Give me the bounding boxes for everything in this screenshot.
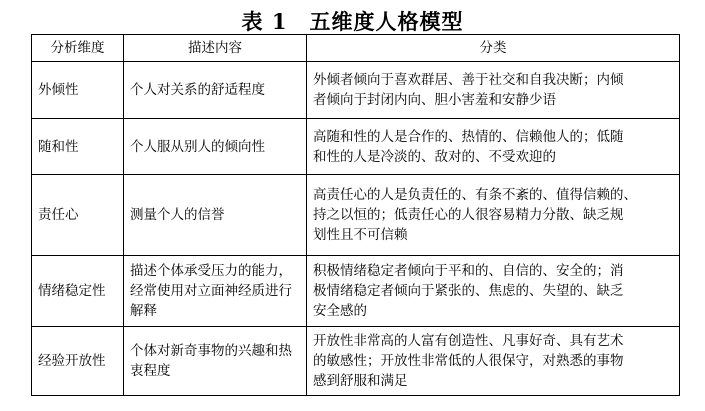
classification-cell	[307, 256, 680, 327]
table-row	[32, 119, 680, 175]
classification-line: 开放性非常高的人富有创造性、凡事好奇、具有艺术	[313, 333, 624, 349]
classification-line: 高责任心的人是负责任的、有条不紊的、值得信赖的、	[313, 187, 637, 203]
header-dimension: 分析维度	[32, 35, 124, 62]
header-row	[32, 35, 680, 62]
classification-line: 外倾者倾向于喜欢群居、善于社交和自我决断；内倾	[313, 72, 624, 88]
classification-line: 感到舒服和满足	[313, 373, 408, 389]
table-row	[32, 327, 680, 396]
table-title-text: 五维度人格模型	[309, 9, 464, 34]
description-cell: 测量个人的信誉	[124, 175, 307, 256]
header-description: 描述内容	[124, 35, 307, 62]
classification-line: 积极情绪稳定者倾向于平和的、自信的、安全的；消	[313, 263, 624, 279]
personality-model-table	[31, 34, 680, 396]
dimension-cell: 经验开放性	[32, 327, 124, 396]
classification-line: 划性且不可信赖	[313, 227, 408, 243]
table-row	[32, 256, 680, 327]
classification-line: 的敏感性；开放性非常低的人很保守，对熟悉的事物	[313, 353, 624, 369]
classification-line: 安全感的	[313, 303, 367, 319]
dimension-cell: 随和性	[32, 119, 124, 175]
dimension-cell: 情绪稳定性	[32, 256, 124, 327]
classification-line: 和性的人是冷淡的、敌对的、不受欢迎的	[313, 148, 556, 165]
description-cell: 个人服从别人的倾向性	[124, 119, 307, 175]
classification-line: 高随和性的人是合作的、热情的、信赖他人的；低随	[313, 128, 624, 145]
classification-cell	[307, 327, 680, 396]
classification-cell	[307, 62, 680, 119]
classification-line: 者倾向于封闭内向、胆小害羞和安静少语	[313, 92, 556, 108]
description-cell: 个体对新奇事物的兴趣和热衷程度	[124, 327, 307, 396]
dimension-cell: 责任心	[32, 175, 124, 256]
dimension-cell: 外倾性	[32, 62, 124, 119]
classification-cell	[307, 119, 680, 175]
table-row	[32, 62, 680, 119]
classification-cell	[307, 175, 680, 256]
description-cell: 个人对关系的舒适程度	[124, 62, 307, 119]
classification-line: 极情绪稳定者倾向于紧张的、焦虑的、失望的、缺乏	[313, 283, 624, 299]
table-row	[32, 175, 680, 256]
table-title	[0, 6, 705, 36]
description-cell: 描述个体承受压力的能力，经常使用对立面神经质进行解释	[124, 256, 307, 327]
classification-line: 持之以恒的；低责任心的人很容易精力分散、缺乏规	[313, 207, 624, 223]
table-number: 表 1	[241, 9, 288, 34]
header-classification: 分类	[307, 35, 680, 62]
